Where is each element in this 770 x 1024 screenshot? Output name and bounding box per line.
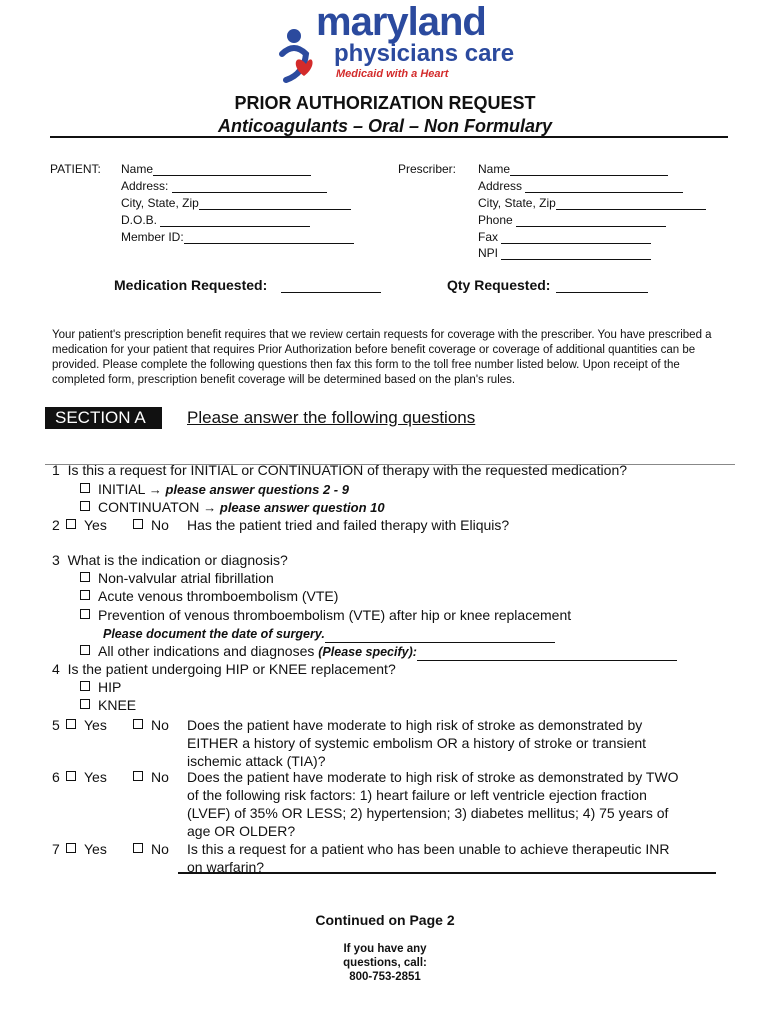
intro-paragraph: Your patient's prescription benefit requires that we review certain requests for coverage with the prescriber. You have prescribed a medication for your patient that requires Prior Authorization before benefit coverage or coverage of additional quantities can be provided. Please complete the following questions then fax this form to the toll free number listed below. Upon receipt of the completed form, prescription benefit coverage will be determined based on the plan's rules.	[52, 329, 712, 386]
q2-yes[interactable]: Yes	[66, 516, 107, 534]
q2-no[interactable]: No	[133, 516, 169, 534]
q1-option-initial[interactable]: INITIAL → please answer questions 2 - 9	[80, 480, 349, 499]
patient-dob-field[interactable]: D.O.B.	[121, 213, 310, 227]
checkbox-icon[interactable]	[80, 572, 90, 582]
medication-requested-field[interactable]: Medication Requested:	[114, 277, 381, 293]
bottom-rule	[178, 872, 716, 874]
checkbox-icon[interactable]	[133, 771, 143, 781]
prescriber-label: Prescriber:	[398, 162, 457, 176]
qty-requested-field[interactable]: Qty Requested:	[447, 277, 648, 293]
q3-option-4[interactable]: All other indications and diagnoses (Please specify):	[80, 642, 677, 661]
logo-tagline: Medicaid with a Heart	[336, 68, 449, 80]
checkbox-icon[interactable]	[80, 501, 90, 511]
q7-no[interactable]: No	[133, 840, 169, 858]
patient-member-id-field[interactable]: Member ID:	[121, 230, 354, 244]
question-1: 1 Is this a request for INITIAL or CONTINUATION of therapy with the requested medication?	[52, 462, 628, 478]
q5-no[interactable]: No	[133, 716, 169, 734]
q4-option-knee[interactable]: KNEE	[80, 696, 136, 714]
question-5-number: 5	[52, 717, 60, 733]
question-5-text: Does the patient have moderate to high risk of stroke as demonstrated by EITHER a history of systemic embolism OR a history of stroke or transient ischemic attack (TIA)?	[187, 717, 647, 769]
phone-number[interactable]: 800-753-2851	[349, 971, 421, 983]
patient-label: PATIENT:	[50, 162, 101, 176]
call-line-1: If you have any	[343, 943, 427, 955]
prescriber-name-field[interactable]: Name	[478, 162, 668, 176]
q3-option-1[interactable]: Non-valvular atrial fibrillation	[80, 569, 274, 587]
question-7-text: Is this a request for a patient who has been unable to achieve therapeutic INR on warfarin?	[187, 841, 670, 875]
page-title: PRIOR AUTHORIZATION REQUEST	[234, 93, 536, 113]
section-a-heading: Please answer the following questions	[187, 408, 476, 427]
q3-option-2[interactable]: Acute venous thromboembolism (VTE)	[80, 587, 338, 605]
question-3: 3 What is the indication or diagnosis?	[52, 552, 288, 568]
checkbox-icon[interactable]	[133, 719, 143, 729]
prescriber-phone-field[interactable]: Phone	[478, 213, 666, 227]
patient-name-field[interactable]: Name	[121, 162, 311, 176]
checkbox-icon[interactable]	[80, 681, 90, 691]
checkbox-icon[interactable]	[80, 699, 90, 709]
q1-option-continuation[interactable]: CONTINUATON → please answer question 10	[80, 498, 385, 517]
page-subtitle: Anticoagulants – Oral – Non Formulary	[217, 116, 553, 136]
question-2-number: 2	[52, 517, 60, 533]
logo	[276, 0, 515, 86]
checkbox-icon[interactable]	[133, 519, 143, 529]
question-2-text: Has the patient tried and failed therapy with Eliquis?	[187, 517, 510, 533]
checkbox-icon[interactable]	[66, 771, 76, 781]
checkbox-icon[interactable]	[66, 519, 76, 529]
checkbox-icon[interactable]	[80, 590, 90, 600]
checkbox-icon[interactable]	[133, 843, 143, 853]
prescriber-address-field[interactable]: Address	[478, 179, 683, 193]
q7-yes[interactable]: Yes	[66, 840, 107, 858]
q5-yes[interactable]: Yes	[66, 716, 107, 734]
logo-line1: maryland	[316, 0, 486, 44]
question-6-text: Does the patient have moderate to high risk of stroke as demonstrated by TWO of the following risk factors: 1) heart failure or left ventricle ejection fraction (LVEF) of 35% OR LESS; 2) hypertension; 3) diabetes mellitus; 4) 75 years of age OR OLDER?	[187, 769, 679, 839]
section-a-label: SECTION A	[45, 407, 162, 429]
question-7-number: 7	[52, 841, 60, 857]
question-6-number: 6	[52, 769, 60, 785]
prescriber-fax-field[interactable]: Fax	[478, 230, 651, 244]
title-rule	[50, 136, 728, 138]
checkbox-icon[interactable]	[80, 483, 90, 493]
q3-option-3[interactable]: Prevention of venous thromboembolism (VTE) after hip or knee replacement	[80, 606, 571, 624]
checkbox-icon[interactable]	[66, 719, 76, 729]
call-line-2: questions, call:	[343, 957, 427, 969]
continued-note: Continued on Page 2	[315, 912, 455, 928]
patient-city-field[interactable]: City, State, Zip	[121, 196, 351, 210]
prescriber-city-field[interactable]: City, State, Zip	[478, 196, 706, 210]
checkbox-icon[interactable]	[80, 609, 90, 619]
q4-option-hip[interactable]: HIP	[80, 678, 121, 696]
question-4: 4 Is the patient undergoing HIP or KNEE replacement?	[52, 661, 396, 677]
checkbox-icon[interactable]	[80, 645, 90, 655]
q3-surgery-date-field[interactable]: Please document the date of surgery.	[103, 624, 555, 643]
logo-line2: physicians care	[334, 40, 515, 67]
q6-no[interactable]: No	[133, 768, 169, 786]
patient-address-field[interactable]: Address:	[121, 179, 327, 193]
checkbox-icon[interactable]	[66, 843, 76, 853]
q6-yes[interactable]: Yes	[66, 768, 107, 786]
prescriber-npi-field[interactable]: NPI	[478, 246, 651, 260]
